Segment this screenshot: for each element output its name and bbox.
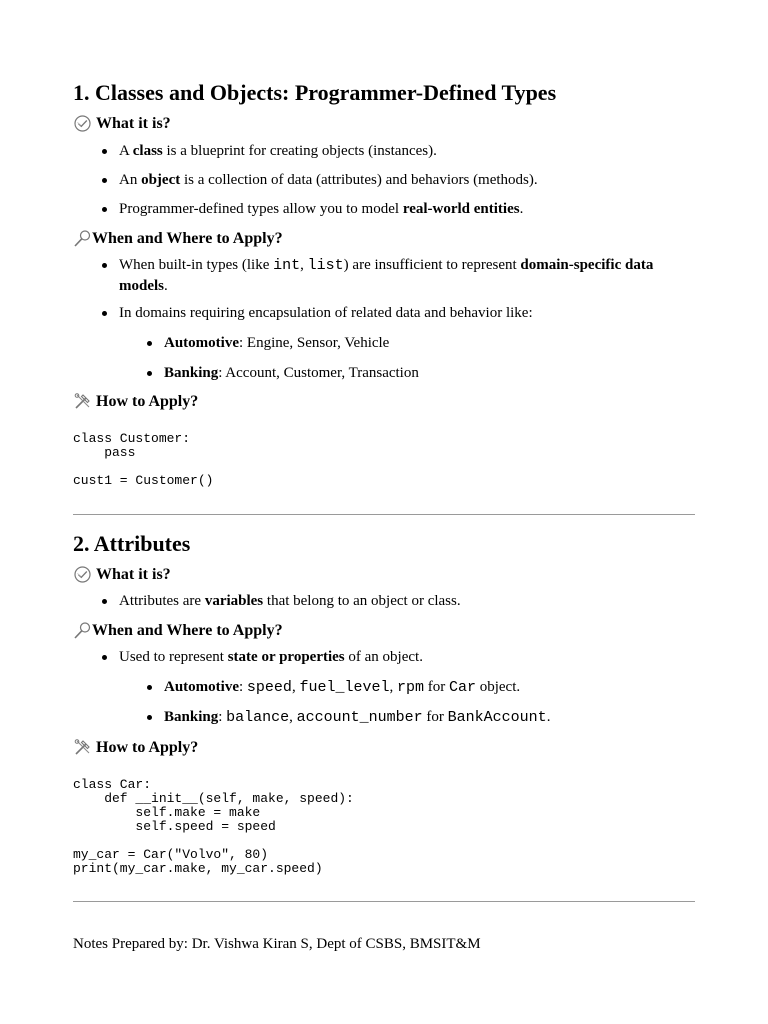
what-heading-2: What it is? xyxy=(73,565,171,584)
section-title-classes: 1. Classes and Objects: Programmer-Defined Types xyxy=(73,80,557,105)
how-heading-1: How to Apply? xyxy=(73,392,198,411)
list-item: A class is a blueprint for creating objects (instances). xyxy=(119,141,695,161)
magnifier-icon xyxy=(73,229,92,248)
list-item: An object is a collection of data (attributes) and behaviors (methods). xyxy=(119,170,695,190)
code-block-customer: class Customer: pass cust1 = Customer() xyxy=(73,431,214,488)
list-item: Automotive: speed, fuel_level, rpm for Car object. xyxy=(164,677,694,698)
list-item: Banking: Account, Customer, Transaction xyxy=(164,363,694,383)
what-heading-1: What it is? xyxy=(73,114,171,133)
when-heading-2: When and Where to Apply? xyxy=(73,621,283,640)
list-item: Automotive: Engine, Sensor, Vehicle xyxy=(164,333,694,353)
tools-icon xyxy=(73,392,92,411)
code-block-car: class Car: def __init__(self, make, speed): self.make = make self.speed = speed my_car = Car("Volvo", 80) print(my_car.make, my_car.speed) xyxy=(73,777,354,876)
section-title-attributes: 2. Attributes xyxy=(73,531,191,556)
divider xyxy=(73,514,695,515)
when-heading-1: When and Where to Apply? xyxy=(73,229,283,248)
list-item: Banking: balance, account_number for BankAccount. xyxy=(164,707,694,728)
list-item: Used to represent state or properties of an object. xyxy=(119,647,695,667)
footer-credit: Notes Prepared by: Dr. Vishwa Kiran S, Dept of CSBS, BMSIT&M xyxy=(73,936,481,952)
list-item: In domains requiring encapsulation of related data and behavior like: xyxy=(119,303,695,323)
check-circle-icon xyxy=(73,114,92,133)
list-item: Attributes are variables that belong to an object or class. xyxy=(119,591,695,611)
tools-icon xyxy=(73,738,92,757)
how-heading-2: How to Apply? xyxy=(73,738,198,757)
list-item: Programmer-defined types allow you to model real-world entities. xyxy=(119,199,695,219)
check-circle-icon xyxy=(73,565,92,584)
divider xyxy=(73,901,695,902)
magnifier-icon xyxy=(73,621,92,640)
list-item: When built-in types (like int, list) are insufficient to represent domain-specific data models. xyxy=(119,255,695,296)
